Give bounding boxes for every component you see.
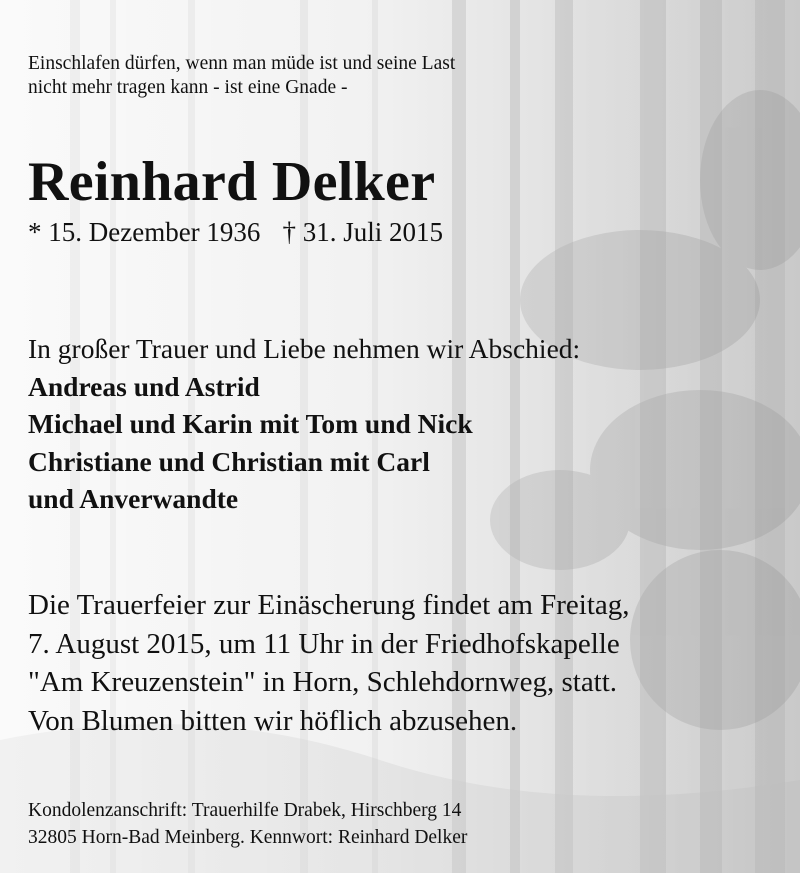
contact-line: 32805 Horn-Bad Meinberg. Kennwort: Reinhard Delker	[28, 827, 468, 848]
ceremony-line: 7. August 2015, um 11 Uhr in der Friedhofskapelle	[28, 627, 620, 660]
life-dates	[28, 216, 443, 248]
condolence-address	[28, 797, 467, 851]
mourners-intro: In großer Trauer und Liebe nehmen wir Abschied:	[28, 333, 581, 364]
contact-line: Kondolenzanschrift: Trauerhilfe Drabek, Hirschberg 14	[28, 800, 462, 821]
mourner-name: und Anverwandte	[28, 483, 239, 514]
mourner-name: Andreas und Astrid	[28, 370, 260, 402]
motto-line: nicht mehr tragen kann - ist eine Gnade -	[28, 77, 348, 98]
birth-date: * 15. Dezember 1936	[28, 217, 261, 247]
ceremony-line: "Am Kreuzenstein" in Horn, Schlehdornweg, statt.	[28, 666, 618, 698]
mourners-section	[28, 330, 580, 518]
motto-quote	[28, 52, 455, 100]
mourner-name: Michael und Karin mit Tom und Nick	[28, 408, 473, 439]
ceremony-line: Die Trauerfeier zur Einäscherung findet am Freitag,	[28, 589, 630, 621]
motto-line: Einschlafen dürfen, wenn man müde ist und seine Last	[28, 53, 456, 74]
death-date: † 31. Juli 2015	[282, 217, 443, 247]
mourner-name: Christiane und Christian mit Carl	[28, 445, 430, 477]
deceased-name: Reinhard Delker	[28, 151, 436, 213]
ceremony-line: Von Blumen bitten wir höflich abzusehen.	[28, 704, 518, 737]
ceremony-announcement	[28, 586, 630, 740]
